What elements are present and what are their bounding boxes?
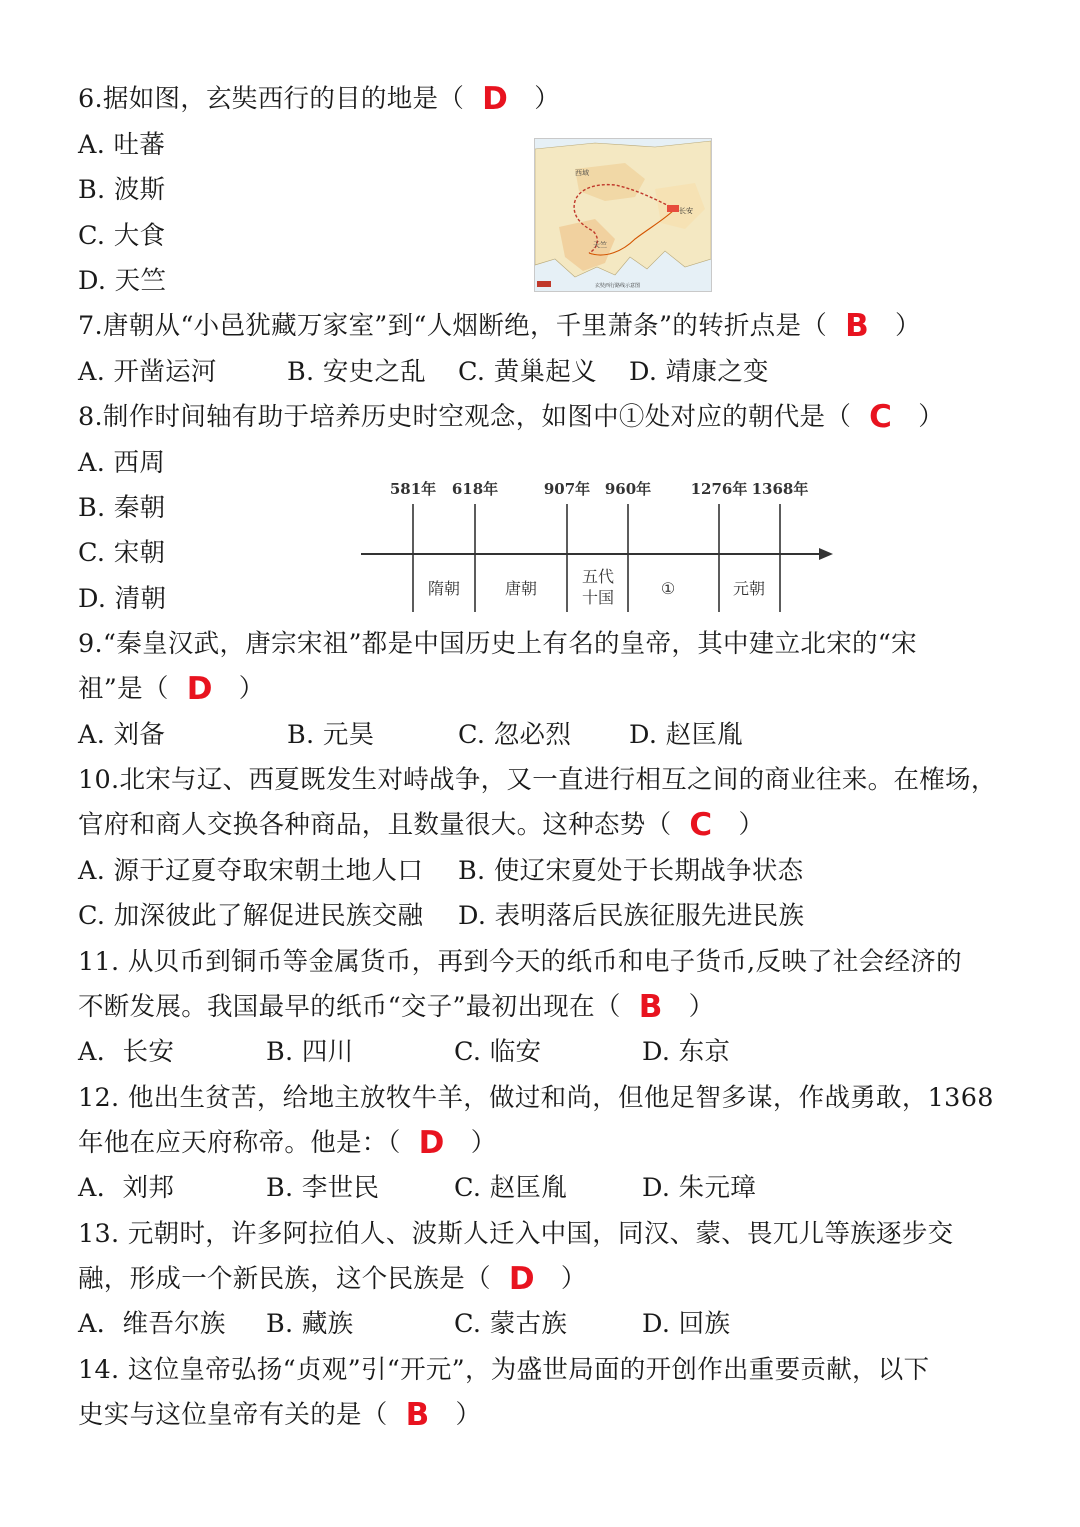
q13-option-d: D. 回族 (642, 1309, 731, 1339)
q8-answer: C (869, 399, 893, 435)
q6-answer: D (482, 81, 509, 117)
dynasty-timeline (355, 470, 845, 620)
timeline-graphic (355, 470, 845, 620)
q7-answer: B (845, 308, 870, 344)
q12-option-c: C. 赵匡胤 (454, 1173, 568, 1203)
map-label-changan: 长安 (679, 207, 693, 215)
q6-option-a: A. 吐蕃 (78, 130, 166, 160)
q7-option-b: B. 安史之乱 (287, 357, 427, 387)
q8-option-d: D. 清朝 (78, 584, 167, 614)
timeline-arrow (819, 548, 833, 560)
q12-option-a: A．刘邦 (78, 1173, 175, 1203)
q10-option-b: B. 使辽宋夏处于长期战争状态 (458, 856, 804, 886)
q9-option-a: A. 刘备 (78, 720, 166, 750)
q10-option-d: D. 表明落后民族征服先进民族 (458, 901, 805, 931)
map-label-xiyu: 西域 (575, 169, 589, 177)
q12-options (78, 1170, 756, 1206)
q12-option-b: B. 李世民 (266, 1173, 380, 1203)
year-581: 581年 (389, 480, 437, 498)
q13-option-c: C. 蒙古族 (454, 1309, 568, 1339)
legend-swatch (537, 281, 551, 287)
dynasty-shiguo: 十国 (581, 588, 615, 607)
q10-answer: C (689, 807, 713, 843)
q7-option-d: D. 靖康之变 (629, 357, 769, 387)
year-1276: 1276年 (690, 480, 748, 498)
q9-options (78, 717, 743, 753)
q10-options-row1 (78, 853, 803, 889)
q13-options (78, 1306, 730, 1342)
dynasty-sui: 隋朝 (427, 579, 461, 598)
q6-option-d: D. 天竺 (78, 266, 167, 296)
q6-stem: 6.据如图，玄奘西行的目的地是（ D ） (78, 81, 560, 117)
q7-option-a: A. 开凿运河 (78, 357, 217, 387)
q12-answer: D (418, 1125, 445, 1161)
q8-option-c: C. 宋朝 (78, 538, 166, 568)
year-1368: 1368年 (751, 480, 809, 498)
q9-option-b: B. 元昊 (287, 720, 375, 750)
changan-marker (667, 205, 679, 212)
q10-option-c: C. 加深彼此了解促进民族交融 (78, 901, 424, 931)
q6-option-b: B. 波斯 (78, 175, 166, 205)
year-960: 960年 (604, 480, 652, 498)
q10-stem-line2: 官府和商人交换各种商品，且数量很大。这种态势（ C ） (78, 807, 765, 843)
year-907: 907年 (543, 480, 591, 498)
q8-option-b: B. 秦朝 (78, 493, 166, 523)
q8-stem: 8.制作时间轴有助于培养历史时空观念，如图中①处对应的朝代是（ C ） (78, 399, 945, 435)
q9-stem-line2: 祖”是（ D ） (78, 671, 265, 707)
q10-options-row2 (78, 898, 804, 934)
dynasty-tang: 唐朝 (504, 579, 538, 598)
q9-stem-line1: 9.“秦皇汉武，唐宗宋祖”都是中国历史上有名的皇帝，其中建立北宋的“宋 (78, 629, 917, 659)
map-label-tianzhu: 天竺 (593, 241, 607, 249)
q8-option-a: A. 西周 (78, 448, 166, 478)
q7-stem: 7.唐朝从“小邑犹藏万家室”到“人烟断绝，千里萧条”的转折点是（ B ） (78, 308, 921, 344)
q13-answer: D (508, 1261, 535, 1297)
q11-stem-line1: 11. 从贝币到铜币等金属货币，再到今天的纸币和电子货币,反映了社会经济的 (78, 947, 962, 977)
q12-option-d: D. 朱元璋 (642, 1173, 757, 1203)
q10-option-a: A. 源于辽夏夺取宋朝土地人口 (78, 856, 424, 886)
q12-stem-line1: 12. 他出生贫苦，给地主放牧牛羊，做过和尚，但他足智多谋，作战勇敢，1368 (78, 1083, 994, 1113)
q9-answer: D (186, 671, 213, 707)
q13-stem-line2: 融，形成一个新民族，这个民族是（ D ） (78, 1261, 587, 1297)
map-graphic (535, 139, 711, 291)
q13-stem-line1: 13. 元朝时，许多阿拉伯人、波斯人迁入中国，同汉、蒙、畏兀儿等族逐步交 (78, 1219, 954, 1249)
q7-option-c: C. 黄巢起义 (458, 357, 597, 387)
q7-options (78, 354, 769, 390)
dynasty-wudai: 五代 (581, 567, 615, 586)
q11-options (78, 1034, 730, 1070)
xuanzang-route-map (534, 138, 712, 292)
q14-answer: B (405, 1397, 430, 1433)
map-legend: 玄奘西行路线示意图 (595, 283, 641, 289)
q11-option-a: A．长安 (78, 1037, 175, 1067)
q11-answer: B (638, 989, 663, 1025)
dynasty-yuan: 元朝 (732, 579, 766, 598)
q11-stem-line2: 不断发展。我国最早的纸币“交子”最初出现在（ B ） (78, 989, 715, 1025)
q14-stem-line1: 14. 这位皇帝弘扬“贞观”引“开元”，为盛世局面的开创作出重要贡献，以下 (78, 1355, 930, 1385)
q14-stem-line2: 史实与这位皇帝有关的是（ B ） (78, 1397, 482, 1433)
q13-option-b: B. 藏族 (266, 1309, 354, 1339)
q11-option-d: D. 东京 (642, 1037, 731, 1067)
q10-stem-line1: 10.北宋与辽、西夏既发生对峙战争，又一直进行相互之间的商业往来。在榷场， (78, 765, 997, 795)
year-618: 618年 (451, 480, 499, 498)
q11-option-b: B. 四川 (266, 1037, 354, 1067)
q6-option-c: C. 大食 (78, 221, 166, 251)
q12-stem-line2: 年他在应天府称帝。他是：（ D ） (78, 1125, 497, 1161)
q13-option-a: A．维吾尔族 (78, 1309, 226, 1339)
q9-option-d: D. 赵匡胤 (629, 720, 744, 750)
q11-option-c: C. 临安 (454, 1037, 542, 1067)
q9-option-c: C. 忽必烈 (458, 720, 572, 750)
dynasty-blank-1: ① (660, 579, 676, 598)
